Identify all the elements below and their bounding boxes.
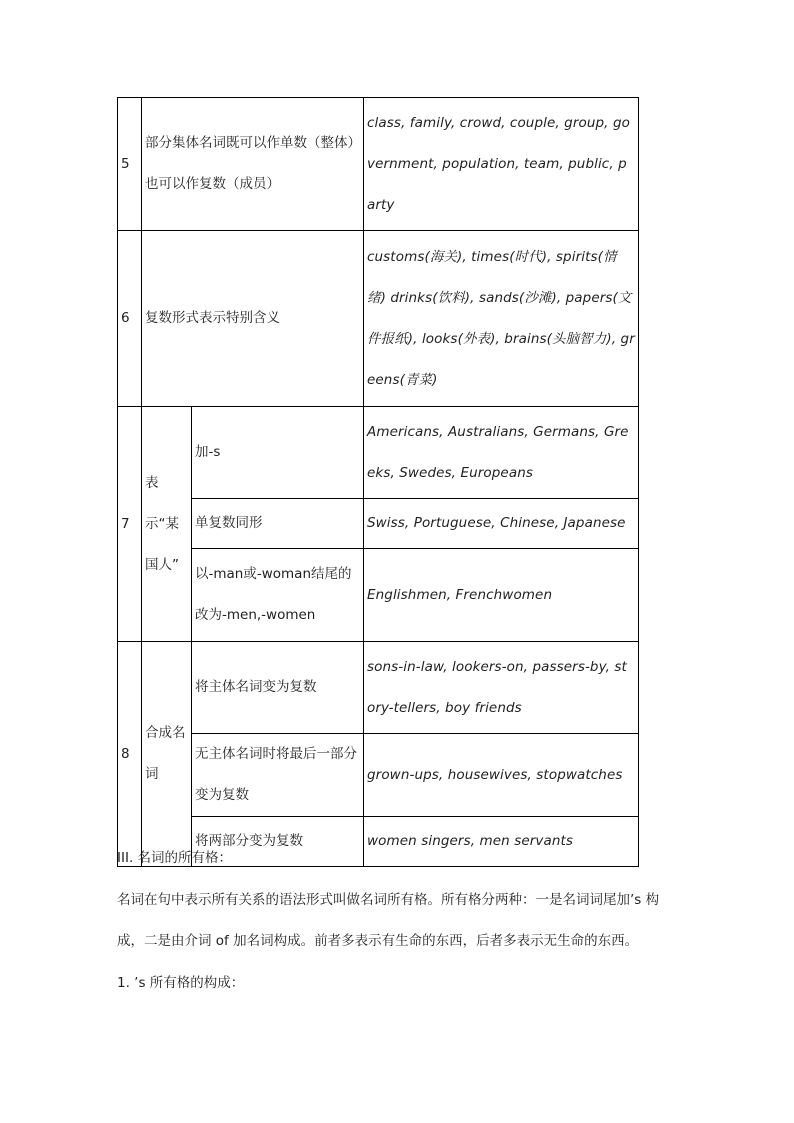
sub-rule: 将主体名词变为复数: [192, 642, 364, 734]
sub-rule: 单复数同形: [192, 499, 364, 549]
table-row: [118, 407, 639, 499]
examples-cell: Swiss, Portuguese, Chinese, Japanese: [364, 499, 639, 549]
sub-rule: 以-man或-woman结尾的改为-men,-women: [192, 549, 364, 642]
category-label: 表示“某国人”: [142, 407, 192, 642]
sub-rule: 无主体名词时将最后一部分变为复数: [192, 734, 364, 817]
table-row: [118, 734, 639, 817]
table-row: [118, 231, 639, 407]
examples-cell: class, family, crowd, couple, group, government, population, team, public, party: [364, 98, 639, 231]
row-number: 8: [118, 642, 142, 867]
row-number: 6: [118, 231, 142, 407]
row-number: 7: [118, 407, 142, 642]
row-number: 5: [118, 98, 142, 231]
table-row: [118, 499, 639, 549]
examples-cell: customs(海关), times(时代), spirits(情绪) drinks(饮料), sands(沙滩), papers(文件报纸), looks(外表), brains(头脑智力), greens(青菜): [364, 231, 639, 407]
category-label: 合成名词: [142, 642, 192, 867]
sub-rule: 加-s: [192, 407, 364, 499]
sub-rule: 将两部分变为复数: [192, 817, 364, 867]
rule-description: 部分集体名词既可以作单数（整体）也可以作复数（成员）: [142, 98, 364, 231]
rule-description: 复数形式表示特别含义: [142, 231, 364, 407]
examples-cell: sons-in-law, lookers-on, passers-by, story-tellers, boy friends: [364, 642, 639, 734]
noun-plural-table: [117, 97, 639, 867]
examples-cell: Englishmen, Frenchwomen: [364, 549, 639, 642]
section-paragraph: 名词在句中表示所有关系的语法形式叫做名词所有格。所有格分两种：一是名词词尾加’s 构成，二是由介词 of 加名词构成。前者多表示有生命的东西，后者多表示无生命的东西。: [117, 892, 660, 949]
table-row: [118, 98, 639, 231]
examples-cell: Americans, Australians, Germans, Greeks, Swedes, Europeans: [364, 407, 639, 499]
section-heading: III. 名词的所有格：: [117, 850, 233, 866]
table-row: [118, 642, 639, 734]
examples-cell: grown-ups, housewives, stopwatches: [364, 734, 639, 817]
table-row: [118, 549, 639, 642]
section-subheading: 1. ’s 所有格的构成：: [117, 975, 245, 991]
examples-cell: women singers, men servants: [364, 817, 639, 867]
